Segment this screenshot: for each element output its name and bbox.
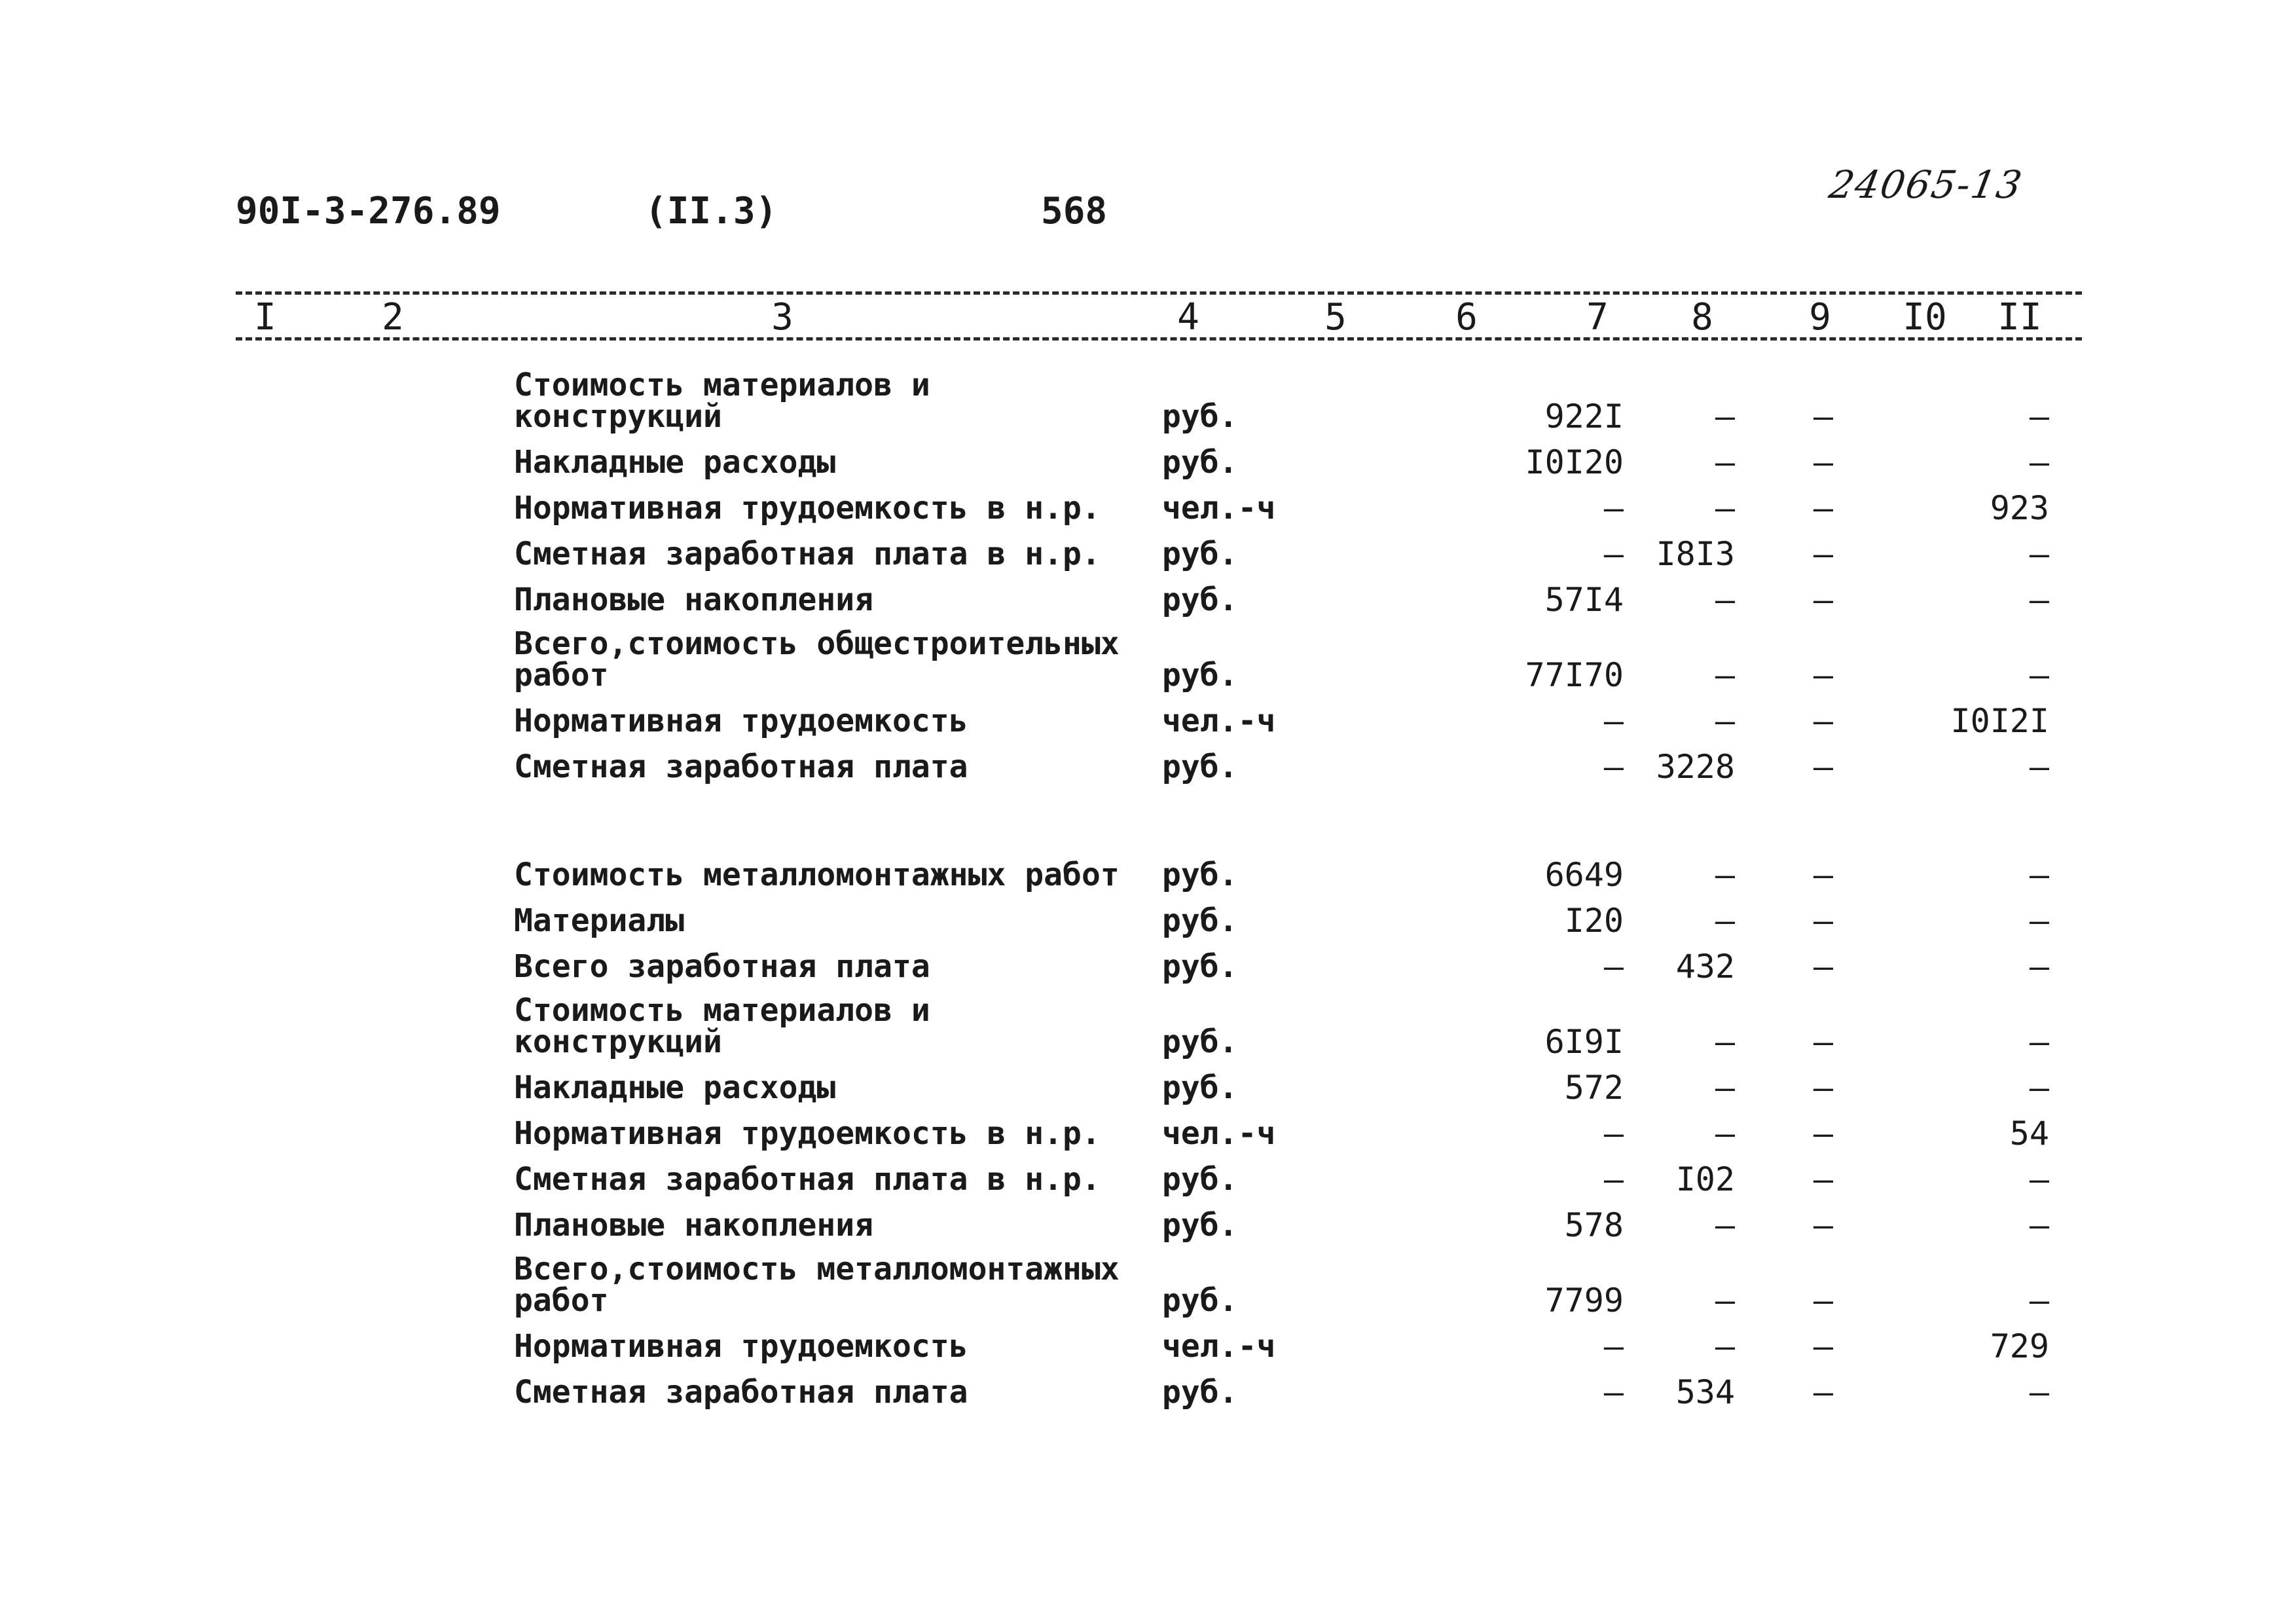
cell-col9: – <box>1813 1023 1833 1061</box>
row-unit: руб. <box>1162 581 1238 618</box>
row-description: Стоимость материалов и конструкций <box>514 992 930 1060</box>
cell-col11: 729 <box>1990 1327 2049 1365</box>
column-number-10: I0 <box>1903 296 1947 339</box>
cell-col7: I0I20 <box>1525 443 1624 481</box>
cell-col9: – <box>1813 535 1833 573</box>
cell-col7: – <box>1603 948 1624 986</box>
table-row <box>0 992 2296 1061</box>
header-rule-bottom <box>236 337 2082 341</box>
cell-col7: – <box>1603 702 1624 740</box>
table-row <box>0 1143 2296 1198</box>
row-unit: руб. <box>1162 1282 1238 1319</box>
cell-col8: – <box>1715 656 1735 694</box>
row-description: Всего,стоимость металломонтажных работ <box>514 1251 1120 1319</box>
row-description: Материалы <box>514 902 685 939</box>
cell-col11: – <box>2029 1282 2049 1320</box>
cell-col7: – <box>1603 1327 1624 1365</box>
cell-col7: 57I4 <box>1544 581 1624 619</box>
cell-col8: – <box>1715 902 1735 940</box>
row-description: Накладные расходы <box>514 1069 836 1106</box>
document-code: 90I-3-276.89 <box>236 190 501 232</box>
table-row <box>0 1189 2296 1244</box>
cell-col11: – <box>2029 1023 2049 1061</box>
cell-col9: – <box>1813 748 1833 786</box>
row-description: Нормативная трудоемкость <box>514 703 968 739</box>
cell-col11: – <box>2029 856 2049 894</box>
cell-col8: – <box>1715 1206 1735 1244</box>
cell-col11: – <box>2029 902 2049 940</box>
cell-col11: – <box>2029 1206 2049 1244</box>
cell-col8: 3228 <box>1656 748 1735 786</box>
cell-col8: – <box>1715 1023 1735 1061</box>
cell-col7: 572 <box>1564 1069 1624 1107</box>
section-number: (II.3) <box>645 190 778 232</box>
cell-col9: – <box>1813 1282 1833 1320</box>
table-row <box>0 1097 2296 1153</box>
row-description: Нормативная трудоемкость в н.р. <box>514 490 1101 526</box>
cell-col7: I20 <box>1564 902 1624 940</box>
row-description: Плановые накопления <box>514 1207 874 1244</box>
cell-col7: – <box>1603 1115 1624 1153</box>
row-unit: руб. <box>1162 902 1238 939</box>
cell-col8: 534 <box>1675 1373 1735 1411</box>
row-unit: чел.-ч <box>1162 1328 1276 1365</box>
table-row <box>0 471 2296 527</box>
cell-col11: – <box>2029 1160 2049 1198</box>
cell-col11: – <box>2029 748 2049 786</box>
column-number-7: 7 <box>1586 296 1609 339</box>
cell-col9: – <box>1813 1206 1833 1244</box>
cell-col11: 923 <box>1990 489 2049 527</box>
row-unit: руб. <box>1162 1161 1238 1198</box>
cell-col11: I0I2I <box>1950 702 2049 740</box>
row-unit: руб. <box>1162 398 1238 435</box>
cell-col9: – <box>1813 1160 1833 1198</box>
cell-col9: – <box>1813 656 1833 694</box>
column-number-3: 3 <box>771 296 793 339</box>
column-number-4: 4 <box>1177 296 1199 339</box>
table-row <box>0 1310 2296 1365</box>
cell-col7: – <box>1603 1160 1624 1198</box>
cell-col8: – <box>1715 856 1735 894</box>
row-description: Стоимость металломонтажных работ <box>514 857 1120 893</box>
table-row <box>0 730 2296 786</box>
row-unit: руб. <box>1162 444 1238 481</box>
row-description: Сметная заработная плата <box>514 1374 968 1411</box>
cell-col11: – <box>2029 535 2049 573</box>
row-description: Плановые накопления <box>514 581 874 618</box>
table-row <box>0 367 2296 435</box>
cell-col9: – <box>1813 948 1833 986</box>
cell-col7: 578 <box>1564 1206 1624 1244</box>
row-unit: руб. <box>1162 857 1238 893</box>
cell-col8: – <box>1715 1069 1735 1107</box>
table-row <box>0 563 2296 619</box>
cell-col9: – <box>1813 1069 1833 1107</box>
cell-col8: – <box>1715 1327 1735 1365</box>
cell-col7: 7799 <box>1544 1282 1624 1320</box>
cell-col8: – <box>1715 397 1735 435</box>
row-description: Всего заработная плата <box>514 948 930 985</box>
column-number-2: 2 <box>382 296 404 339</box>
row-unit: чел.-ч <box>1162 703 1276 739</box>
cell-col9: – <box>1813 397 1833 435</box>
table-row <box>0 1356 2296 1411</box>
row-unit: руб. <box>1162 948 1238 985</box>
cell-col9: – <box>1813 489 1833 527</box>
cell-col7: – <box>1603 748 1624 786</box>
cell-col11: – <box>2029 1069 2049 1107</box>
row-unit: руб. <box>1162 1207 1238 1244</box>
row-unit: руб. <box>1162 1069 1238 1106</box>
table-row <box>0 930 2296 986</box>
column-number-1: I <box>254 296 276 339</box>
table-row <box>0 625 2296 694</box>
row-unit: чел.-ч <box>1162 1115 1276 1152</box>
handwritten-number: 24065-13 <box>1826 162 2026 207</box>
page-number: 568 <box>1041 190 1108 232</box>
row-unit: руб. <box>1162 1374 1238 1411</box>
column-number-8: 8 <box>1691 296 1713 339</box>
cell-col11: 54 <box>2009 1115 2049 1153</box>
cell-col8: – <box>1715 489 1735 527</box>
cell-col8: I02 <box>1675 1160 1735 1198</box>
table-row <box>0 1051 2296 1107</box>
row-description: Стоимость материалов и конструкций <box>514 367 930 435</box>
column-number-6: 6 <box>1455 296 1478 339</box>
cell-col7: 6649 <box>1544 856 1624 894</box>
table-row <box>0 517 2296 573</box>
cell-col11: – <box>2029 443 2049 481</box>
row-unit: руб. <box>1162 1024 1238 1060</box>
cell-col8: – <box>1715 1115 1735 1153</box>
table-row <box>0 884 2296 940</box>
row-description: Нормативная трудоемкость в н.р. <box>514 1115 1101 1152</box>
cell-col8: – <box>1715 443 1735 481</box>
cell-col8: – <box>1715 702 1735 740</box>
row-description: Сметная заработная плата в н.р. <box>514 1161 1101 1198</box>
cell-col8: 432 <box>1675 948 1735 986</box>
row-unit: руб. <box>1162 748 1238 785</box>
cell-col9: – <box>1813 902 1833 940</box>
cell-col7: – <box>1603 1373 1624 1411</box>
cell-col11: – <box>2029 397 2049 435</box>
cell-col7: – <box>1603 489 1624 527</box>
cell-col9: – <box>1813 856 1833 894</box>
cell-col9: – <box>1813 1373 1833 1411</box>
row-description: Нормативная трудоемкость <box>514 1328 968 1365</box>
cell-col11: – <box>2029 948 2049 986</box>
table-row <box>0 426 2296 481</box>
table-row <box>0 1251 2296 1320</box>
row-description: Всего,стоимость общестроительных работ <box>514 625 1120 693</box>
column-number-5: 5 <box>1324 296 1347 339</box>
cell-col8: – <box>1715 1282 1735 1320</box>
column-number-9: 9 <box>1809 296 1831 339</box>
cell-col9: – <box>1813 702 1833 740</box>
header-rule-top <box>236 291 2082 295</box>
cell-col9: – <box>1813 1327 1833 1365</box>
cell-col7: 77I70 <box>1525 656 1624 694</box>
cell-col11: – <box>2029 656 2049 694</box>
cell-col9: – <box>1813 443 1833 481</box>
cell-col9: – <box>1813 1115 1833 1153</box>
cell-col11: – <box>2029 581 2049 619</box>
table-row <box>0 838 2296 894</box>
cell-col7: – <box>1603 535 1624 573</box>
row-description: Сметная заработная плата <box>514 748 968 785</box>
row-description: Сметная заработная плата в н.р. <box>514 536 1101 572</box>
column-number-11: II <box>1997 296 2042 339</box>
row-unit: руб. <box>1162 657 1238 693</box>
cell-col11: – <box>2029 1373 2049 1411</box>
table-row <box>0 684 2296 740</box>
cell-col7: 922I <box>1544 397 1624 435</box>
row-unit: чел.-ч <box>1162 490 1276 526</box>
row-unit: руб. <box>1162 536 1238 572</box>
cell-col9: – <box>1813 581 1833 619</box>
cell-col8: – <box>1715 581 1735 619</box>
row-description: Накладные расходы <box>514 444 836 481</box>
cell-col8: I8I3 <box>1656 535 1735 573</box>
cell-col7: 6I9I <box>1544 1023 1624 1061</box>
